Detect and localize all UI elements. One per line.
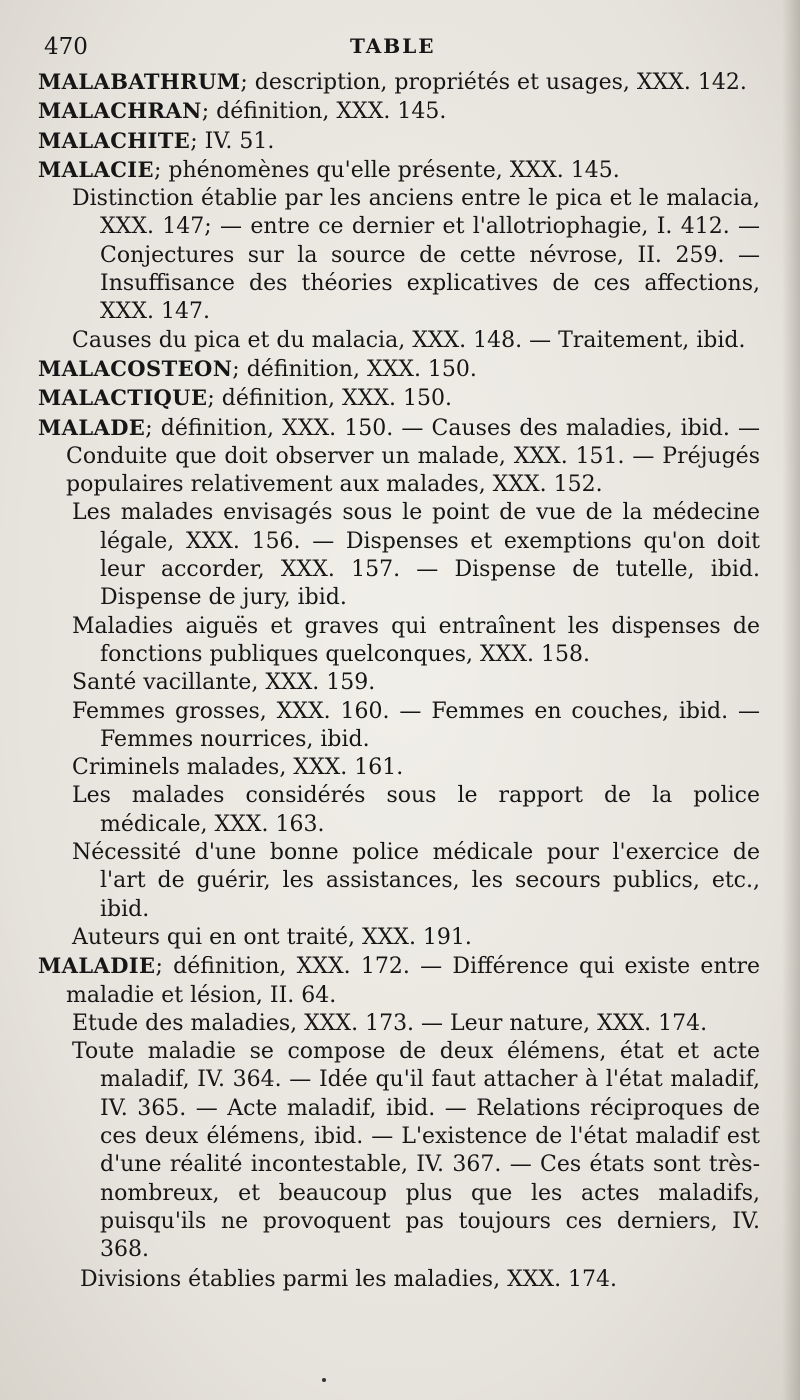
entry-headword: MALACIE	[38, 156, 154, 182]
page-header	[38, 34, 758, 68]
entry-text: ; description, propriétés et usages, XXX. 142.	[240, 70, 747, 95]
running-head: TABLE	[350, 34, 436, 58]
index-subentry: Criminels malades, XXX. 161.	[72, 755, 404, 781]
index-content	[38, 68, 760, 1295]
entry-headword: MALACTIQUE	[38, 385, 208, 411]
entry-text: ; IV. 51.	[190, 128, 275, 154]
index-subentry: Divisions établies parmi les maladies, XXX. 174.	[80, 1267, 618, 1293]
entry-text: ; définition, XXX. 150.	[232, 356, 477, 382]
index-subentry: Santé vacillante, XXX. 159.	[72, 670, 376, 696]
index-subentry: Auteurs qui en ont traité, XXX. 191.	[72, 924, 472, 950]
index-entry	[38, 384, 760, 413]
index-entry	[38, 127, 760, 156]
index-entry	[38, 97, 760, 126]
index-subentry: Causes du pica et du malacia, XXX. 148. — Traitement, ibid.	[72, 327, 746, 353]
entry-headword: MALADIE	[38, 953, 156, 979]
index-subentry: Maladies aiguës et graves qui entraînent les dispenses de fonctions publiques quelconques, XXX. 158.	[72, 613, 760, 667]
index-subentry: Nécessité d'une bonne police médicale pour l'exercice de l'art de guérir, les assistances, les secours publics, etc., ibid.	[72, 840, 760, 922]
page-number: 470	[44, 34, 88, 60]
index-subentry: Les malades considérés sous le rapport de la police médicale, XXX. 163.	[72, 783, 760, 837]
index-subentry: Etude des maladies, XXX. 173. — Leur nature, XXX. 174.	[72, 1010, 708, 1036]
entry-headword: MALADE	[38, 414, 146, 440]
page-edge-shadow	[782, 0, 800, 1400]
footer-mark	[322, 1378, 326, 1382]
entry-text: ; définition, XXX. 145.	[201, 99, 447, 125]
entry-headword: MALABATHRUM	[38, 69, 241, 94]
index-subentry: Femmes grosses, XXX. 160. — Femmes en couches, ibid. — Femmes nourrices, ibid.	[72, 698, 760, 752]
index-subentry: Les malades envisagés sous le point de vue de la médecine légale, XXX. 156. — Dispenses et exemptions qu'on doit leur accorder, XXX. 157. — Dispense de tutelle, ibid. Dispense de jury, ibid.	[72, 500, 760, 611]
index-subentry: Toute maladie se compose de deux élémens, état et acte maladif, IV. 364. — Idée qu'il faut attacher à l'état maladif, IV. 365. — Acte maladif, ibid. — Relations réciproques de ces deux élémens, ibid. — L'existence de l'état maladif est d'une réalité incontestable, IV. 367. — Ces états sont très-nombreux, et beaucoup plus que les actes maladifs, puisqu'ils ne provoquent pas toujours ces derniers, IV. 368.	[72, 1039, 760, 1263]
entry-headword: MALACHITE	[38, 127, 191, 153]
index-entry	[38, 68, 760, 97]
index-entry	[38, 952, 760, 1010]
entry-headword: MALACOSTEON	[38, 355, 233, 381]
index-entry	[38, 156, 760, 185]
entry-headword: MALACHRAN	[38, 98, 202, 124]
index-entry	[38, 355, 760, 384]
entry-text: ; définition, XXX. 172. — Différence qui existe entre maladie et lésion, II. 64.	[66, 954, 760, 1008]
entry-text: ; définition, XXX. 150.	[207, 386, 452, 412]
entry-text: ; phénomènes qu'elle présente, XXX. 145.	[153, 157, 620, 183]
index-subentry: Distinction établie par les anciens entre le pica et le malacia, XXX. 147; — entre ce dernier et l'allotriophagie, I. 412. — Conjectures sur la source de cette névrose, II. 259. — Insuffisance des théories explicatives de ces affections, XXX. 147.	[72, 186, 760, 325]
entry-text: ; définition, XXX. 150. — Causes des maladies, ibid. — Conduite que doit observer un malade, XXX. 151. — Préjugés populaires relativement aux malades, XXX. 152.	[66, 415, 760, 498]
index-entry	[38, 414, 760, 500]
